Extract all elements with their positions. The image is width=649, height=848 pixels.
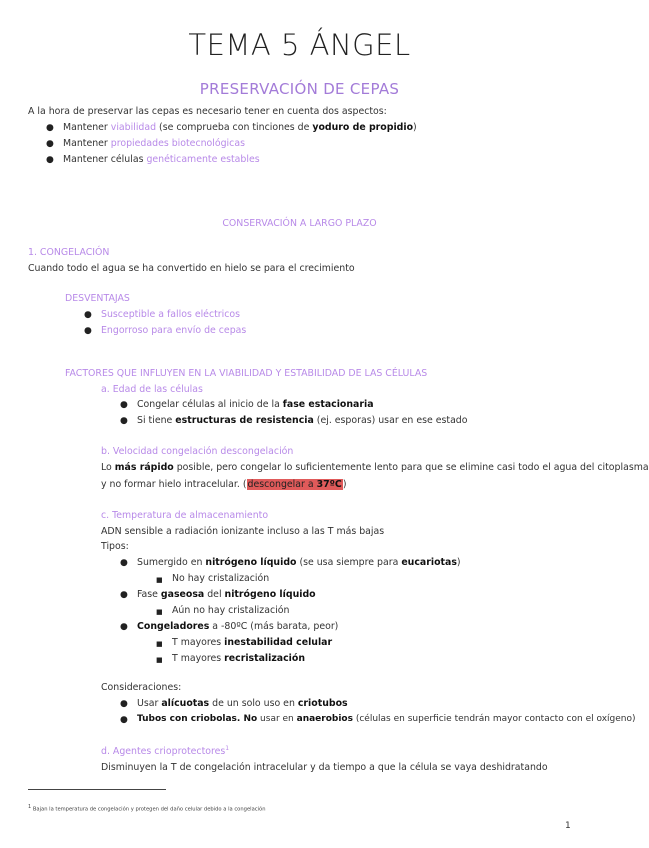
congelacion-desc: Cuando todo el agua se ha convertido en hielo se para el crecimiento [28,263,355,274]
tipo-subitem: No hay cristalización [172,573,270,584]
factor-d-line: Disminuyen la T de congelación intracelular y da tiempo a que la célula se vaya deshidratando [101,762,548,773]
factor-a-heading: a. Edad de las células [101,384,203,395]
factor-b-line: Lo más rápido posible, pero congelar lo suficientemente lento para que se elimine casi todo el agua del citoplasma [101,462,649,473]
footnote: $^1$ Bajan la temperatura de congelación y protegen del daño celular debido a la congelación [28,804,266,813]
consideracion-item: Usar alícuotas de un solo uso en criotubos [137,698,348,709]
bullet-icon: ● [120,699,128,709]
factor-c-line: ADN sensible a radiación ionizante incluso a las T más bajas [101,526,385,537]
tipo-item: Sumergido en nitrógeno líquido (se usa siempre para eucariotas) [137,557,461,568]
tipo-item: Congeladores a -80ºC (más barata, peor) [137,621,339,632]
square-bullet-icon: ■ [156,656,163,664]
consideraciones-label: Consideraciones: [101,682,182,693]
congelacion-heading: 1. CONGELACIÓN [28,247,110,258]
factor-c-heading: c. Temperatura de almacenamiento [101,510,269,521]
highlight-mark: descongelar a 37ºC [247,479,342,490]
bullet-icon: ● [84,310,92,320]
square-bullet-icon: ■ [156,576,163,584]
tipo-subitem: Aún no hay cristalización [172,605,290,616]
tipos-label: Tipos: [101,541,129,552]
bullet-icon: ● [46,139,54,149]
bullet-icon: ● [120,400,128,410]
square-bullet-icon: ■ [156,608,163,616]
bullet-icon: ● [120,416,128,426]
footnote-divider [28,789,166,790]
page-title: TEMA 5 ÁNGEL [188,28,411,62]
footnote-ref[interactable]: 1 [225,745,230,752]
section-heading: CONSERVACIÓN A LARGO PLAZO [222,218,377,229]
factores-heading: FACTORES QUE INFLUYEN EN LA VIABILIDAD Y ESTABILIDAD DE LAS CÉLULAS [65,368,428,379]
factor-a-item: Si tiene estructuras de resistencia (ej. esporas) usar en ese estado [137,415,468,426]
aspect-item: Mantener viabilidad (se comprueba con tinciones de yoduro de propidio) [63,122,417,133]
tipo-item: Fase gaseosa del nitrógeno líquido [137,589,316,600]
bullet-icon: ● [120,558,128,568]
factor-d-heading: d. Agentes crioprotectores$^1$ [101,745,230,758]
bullet-icon: ● [46,123,54,133]
page-number: 1 [565,821,571,831]
desventajas-heading: DESVENTAJAS [65,293,130,304]
desventaja-item: Susceptible a fallos eléctricos [101,309,241,320]
aspect-item: Mantener propiedades biotecnológicas [63,138,245,149]
square-bullet-icon: ■ [156,640,163,648]
tipo-subitem: T mayores inestabilidad celular [172,637,333,648]
aspect-item: Mantener células genéticamente estables [63,154,260,165]
factor-b-line: y no formar hielo intracelular. (descongelar a 37ºC) [101,479,347,490]
factor-b-heading: b. Velocidad congelación descongelación [101,446,294,457]
bullet-icon: ● [120,590,128,600]
bullet-icon: ● [84,326,92,336]
consideracion-item: Tubos con criobolas. No usar en anaerobios (células en superficie tendrán mayor contacto con el oxígeno) [137,714,636,724]
bullet-icon: ● [46,155,54,165]
factor-a-item: Congelar células al inicio de la fase estacionaria [137,399,374,410]
desventaja-item: Engorroso para envío de cepas [101,325,247,336]
intro-text: A la hora de preservar las cepas es necesario tener en cuenta dos aspectos: [28,106,387,117]
bullet-icon: ● [120,715,128,725]
tipo-subitem: T mayores recristalización [172,653,306,664]
bullet-icon: ● [120,622,128,632]
page-subtitle: PRESERVACIÓN DE CEPAS [199,80,400,98]
